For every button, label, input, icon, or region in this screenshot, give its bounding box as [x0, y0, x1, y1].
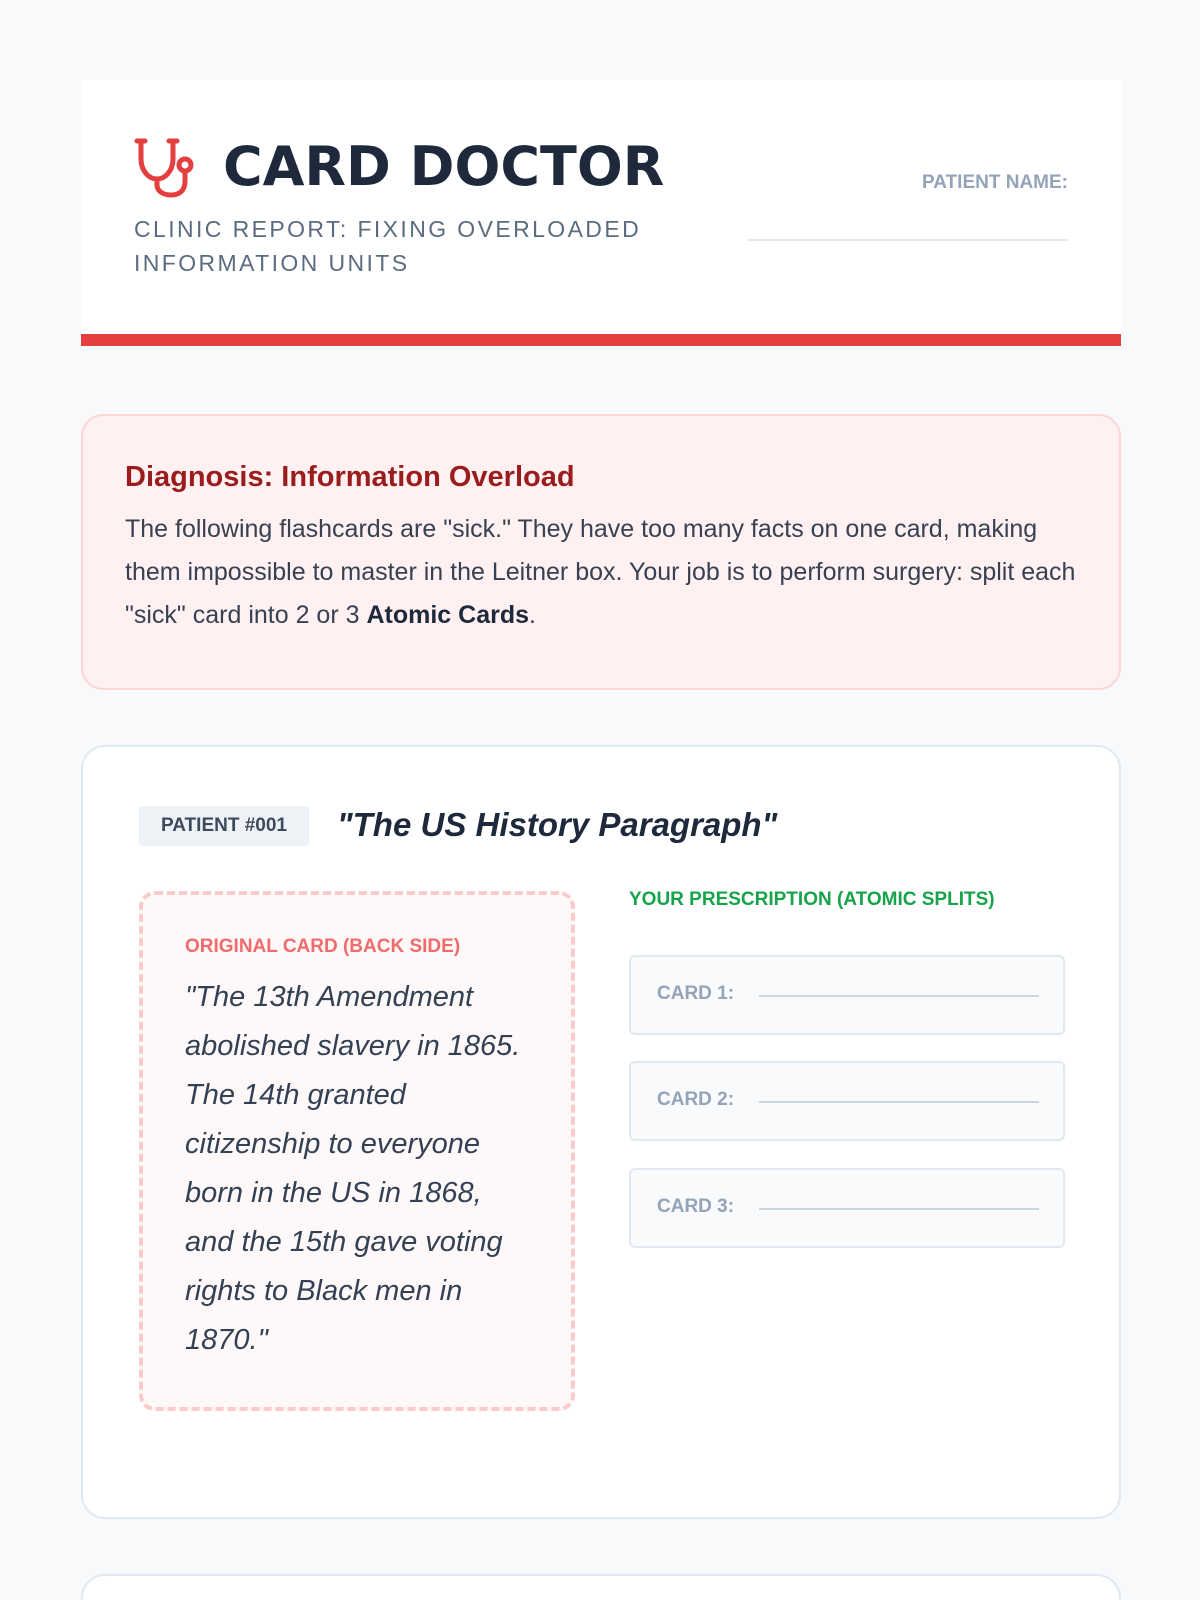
stethoscope-icon: [133, 135, 197, 199]
patient-badge: PATIENT #001: [139, 806, 309, 846]
patient-title: "The US History Paragraph": [337, 806, 778, 843]
card-slot-3[interactable]: [629, 1168, 1065, 1248]
page-subtitle: CLINIC REPORT: FIXING OVERLOADED INFORMATION UNITS: [134, 216, 642, 276]
diagnosis-text-end: .: [529, 601, 536, 629]
diagnosis-title: Diagnosis: Information Overload: [125, 461, 575, 493]
card-slot-2[interactable]: [629, 1061, 1065, 1141]
patient-name-field[interactable]: [747, 239, 1067, 241]
diagnosis-body: [125, 508, 1077, 637]
original-card: [139, 891, 575, 1411]
diagnosis-panel: [81, 414, 1121, 690]
patient-card: [81, 745, 1121, 1519]
prescription-label: YOUR PRESCRIPTION (ATOMIC SPLITS): [629, 889, 995, 910]
diagnosis-emphasis: Atomic Cards: [366, 601, 530, 629]
brand: [133, 135, 664, 199]
page-title: CARD DOCTOR: [223, 135, 665, 198]
card-slot-label: CARD 2:: [657, 1089, 735, 1110]
card-slot-line[interactable]: [759, 1208, 1039, 1210]
patient-name-label: PATIENT NAME:: [921, 172, 1068, 193]
next-patient-card: [81, 1574, 1121, 1600]
card-slot-line[interactable]: [759, 995, 1039, 997]
diagnosis-text: The following flashcards are "sick." They have too many facts on one card, making them impossible to master in the Leitner box. Your job is to perform surgery: split each "sick" card into 2 or 3: [125, 515, 1076, 629]
header-card: [81, 80, 1121, 346]
card-slot-label: CARD 1:: [657, 983, 735, 1004]
original-card-label: ORIGINAL CARD (BACK SIDE): [185, 936, 461, 957]
card-slot-line[interactable]: [759, 1101, 1039, 1103]
card-slot-label: CARD 3:: [657, 1196, 735, 1217]
card-slot-1[interactable]: [629, 955, 1065, 1035]
original-card-text: "The 13th Amendment abolished slavery in 1865. The 14th granted citizenship to everyone born in the US in 1868, and the 15th gave voting rights to Black men in 1870.": [185, 981, 521, 1356]
